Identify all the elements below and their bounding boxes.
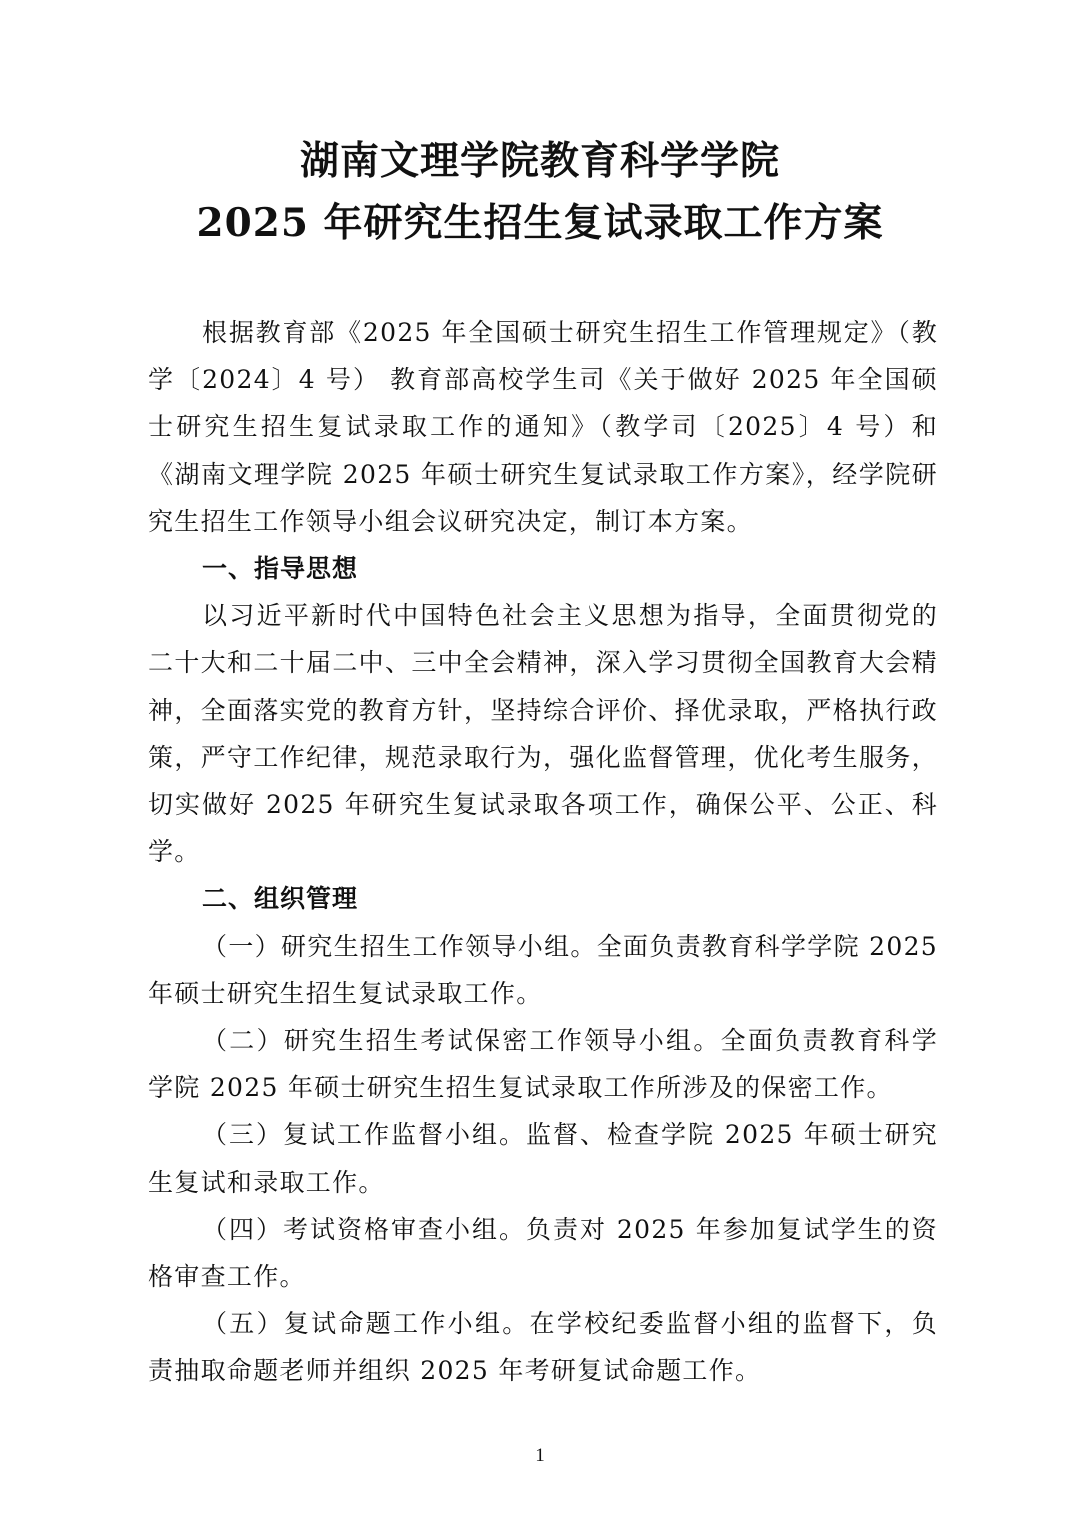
org-item-3: （三）复试工作监督小组。监督、检查学院 2025 年硕士研究生复试和录取工作。 <box>148 1120 938 1197</box>
org-item-1: （一）研究生招生工作领导小组。全面负责教育科学学院 2025 年硕士研究生招生复试录取工作。 <box>148 931 938 1008</box>
document-title-line2: 2025 年研究生招生复试录取工作方案 <box>196 200 884 246</box>
intro-paragraph: 根据教育部《2025 年全国硕士研究生招生工作管理规定》（教学〔2024〕4 号） 教育部高校学生司《关于做好 2025 年全国硕士研究生招生复试录取工作的通知》（教学司〔2025〕4 号）和《湖南文理学院 2025 年硕士研究生复试录取工作方案》，经学院研究生招生工作领导小组会议研究决定，制订本方案。 <box>148 318 938 536</box>
section-paragraph-guiding-ideology: 以习近平新时代中国特色社会主义思想为指导，全面贯彻党的二十大和二十届二中、三中全会精神，深入学习贯彻全国教育大会精神，全面落实党的教育方针，坚持综合评价、择优录取，严格执行政策，严守工作纪律，规范录取行为，强化监督管理，优化考生服务，切实做好 2025 年研究生复试录取各项工作，确保公平、公正、科学。 <box>148 601 938 867</box>
document-body <box>148 309 938 1395</box>
section-heading-guiding-ideology: 一、指导思想 <box>202 554 359 584</box>
org-item-5: （五）复试命题工作小组。在学校纪委监督小组的监督下，负责抽取命题老师并组织 2025 年考研复试命题工作。 <box>148 1309 938 1386</box>
section-heading-organization: 二、组织管理 <box>202 884 359 914</box>
page-number: 1 <box>535 1445 545 1466</box>
org-item-2: （二）研究生招生考试保密工作领导小组。全面负责教育科学学院 2025 年硕士研究生招生复试录取工作所涉及的保密工作。 <box>148 1026 938 1103</box>
org-item-4: （四）考试资格审查小组。负责对 2025 年参加复试学生的资格审查工作。 <box>148 1214 938 1292</box>
document-title-line1: 湖南文理学院教育科学学院 <box>299 138 780 184</box>
